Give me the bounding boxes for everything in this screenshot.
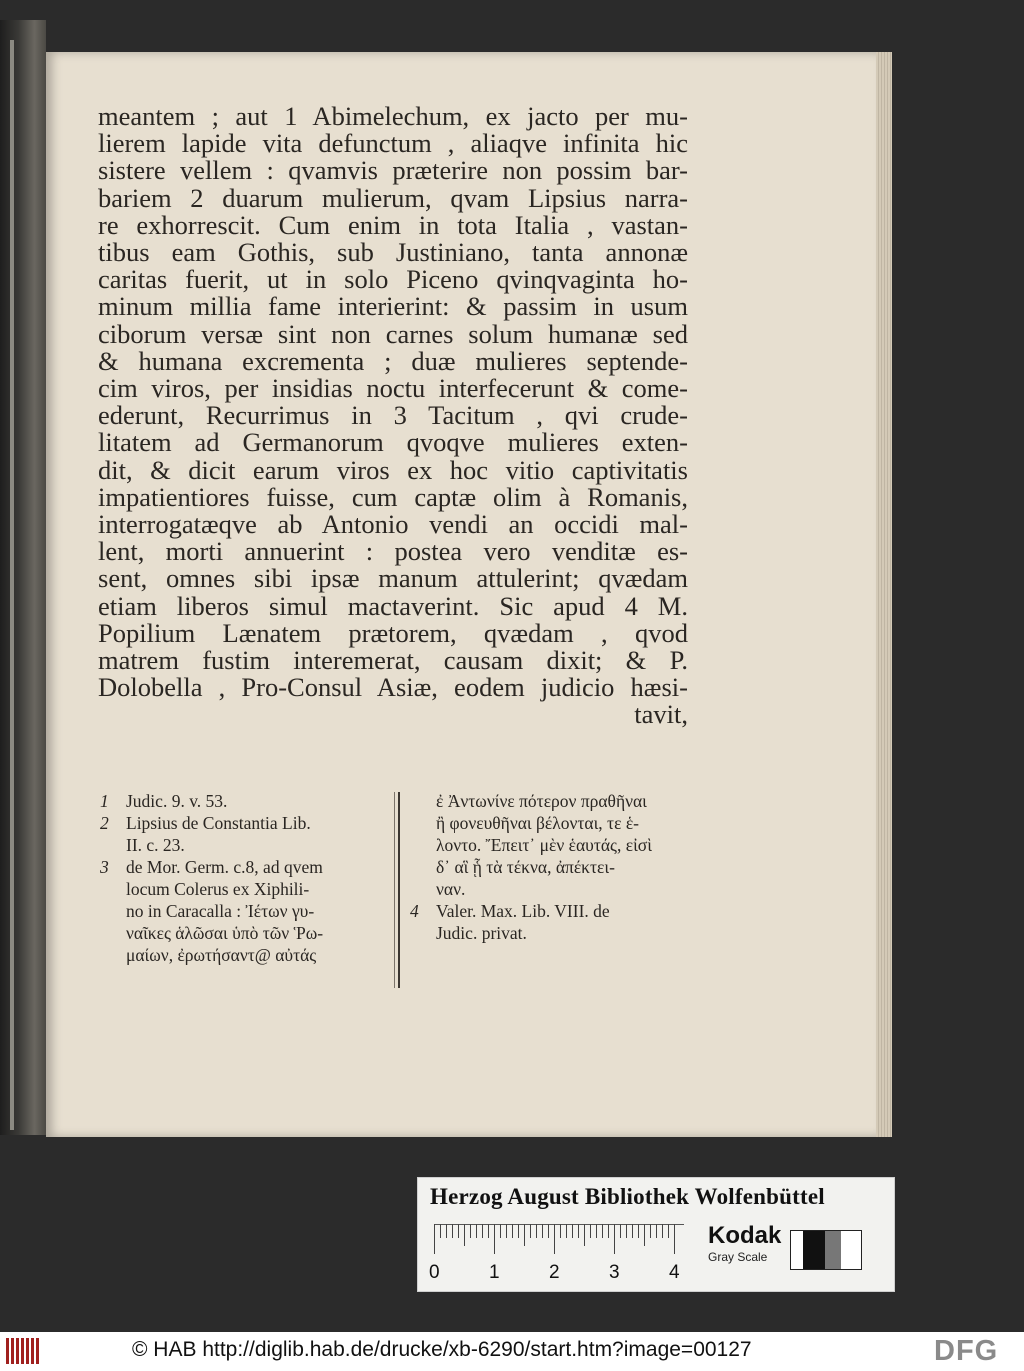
ruler-tick xyxy=(638,1224,639,1238)
footnote-line xyxy=(100,834,390,856)
kodak-brand: Kodak xyxy=(708,1222,782,1249)
footnote-text: de Mor. Germ. c.8, ad qvem xyxy=(126,857,323,877)
ruler-tick xyxy=(506,1224,507,1238)
ruler-tick xyxy=(548,1224,549,1238)
ruler-tick xyxy=(596,1224,597,1238)
ruler-tick xyxy=(542,1224,543,1238)
ruler-number: 3 xyxy=(609,1262,620,1283)
text-line: dit, & dicit earum viros ex hoc vitio captivitatis xyxy=(98,454,688,485)
ruler-tick xyxy=(620,1224,621,1238)
footnote-line xyxy=(410,878,706,900)
footnote-line xyxy=(410,922,706,944)
ruler-tick xyxy=(536,1224,537,1238)
footnote-line xyxy=(100,878,390,900)
footnote-text: λοντο. Ἔπειτ᾽ μὲν ἑαυτάς, εἰσὶ xyxy=(436,835,652,855)
ruler-tick xyxy=(578,1224,579,1238)
ruler-tick xyxy=(464,1224,465,1246)
ruler-tick xyxy=(488,1224,489,1238)
footnote-line xyxy=(100,812,390,834)
footnote-text: Judic. privat. xyxy=(436,923,527,943)
footnote-line xyxy=(410,834,706,856)
ruler-tick xyxy=(608,1224,609,1238)
footer-copyright-link[interactable]: © HAB http://diglib.hab.de/drucke/xb-6290/start.htm?image=00127 xyxy=(132,1338,752,1361)
ruler-tick xyxy=(566,1224,567,1238)
text-line: litatem ad Germanorum qvoqve mulieres exten- xyxy=(98,427,688,458)
footnote-line xyxy=(410,790,706,812)
ruler-tick xyxy=(614,1224,615,1254)
text-line: impatientiores fuisse, cum captæ olim à Romanis, xyxy=(98,481,688,512)
ruler-tick xyxy=(656,1224,657,1238)
text-line: bariem 2 duarum mulierum, qvam Lipsius narra- xyxy=(98,182,688,213)
ruler-tick xyxy=(674,1224,675,1254)
text-line: re exhorrescit. Cum enim in tota Italia , vastan- xyxy=(98,209,688,240)
footnote-divider-thin xyxy=(394,792,395,988)
ruler-number: 0 xyxy=(429,1262,440,1283)
ruler-tick xyxy=(626,1224,627,1238)
ruler-tick xyxy=(500,1224,501,1238)
footnotes-right-column xyxy=(410,790,706,944)
text-line: interrogatæqve ab Antonio vendi an occidi mal- xyxy=(98,509,688,540)
ruler-tick xyxy=(482,1224,483,1238)
ruler-tick xyxy=(446,1224,447,1238)
footnote-line xyxy=(100,944,390,966)
text-line: tibus eam Gothis, sub Justiniano, tanta annonæ xyxy=(98,237,688,268)
ruler-tick xyxy=(434,1224,435,1254)
footnote-text: II. c. 23. xyxy=(126,835,185,855)
ruler-tick xyxy=(458,1224,459,1238)
main-text xyxy=(98,103,688,729)
ruler-tick xyxy=(554,1224,555,1254)
footnote-text: locum Colerus ex Xiphili- xyxy=(126,879,310,899)
gray-scale-label: Gray Scale xyxy=(708,1250,768,1264)
text-line: sent, omnes sibi ipsæ manum attulerint; qvædam xyxy=(98,563,688,594)
footnote-number: 1 xyxy=(100,791,109,811)
page-stack-edges xyxy=(876,52,892,1137)
ruler-tick xyxy=(470,1224,471,1238)
ruler-scale xyxy=(429,1224,684,1283)
ruler-tick xyxy=(530,1224,531,1238)
ruler-tick xyxy=(476,1224,477,1238)
text-line: & humana excrementa ; duæ mulieres septende- xyxy=(98,345,688,376)
footnote-line xyxy=(410,812,706,834)
text-line: sistere vellem : qvamvis præterire non possim bar- xyxy=(98,155,688,186)
ruler-number: 4 xyxy=(669,1262,680,1283)
footnote-number: 2 xyxy=(100,813,109,833)
footnote-line xyxy=(410,900,706,922)
ruler-tick xyxy=(524,1224,525,1246)
text-line: Dolobella , Pro-Consul Asiæ, eodem judicio hæsi- xyxy=(98,672,688,703)
left-page-edge xyxy=(0,20,46,1135)
text-line: Popilium Lænatem prætorem, qvædam , qvod xyxy=(98,617,688,648)
text-line: minum millia fame interierint: & passim in usum xyxy=(98,291,688,322)
footnote-number: 4 xyxy=(410,901,419,921)
text-line: matrem fustim interemerat, causam dixit; & P. xyxy=(98,645,688,676)
ruler-tick xyxy=(494,1224,495,1254)
footnote-line xyxy=(100,922,390,944)
text-line: ederunt, Recurrimus in 3 Tacitum , qvi crude- xyxy=(98,400,688,431)
footnote-divider xyxy=(398,792,400,988)
footnote-text: Lipsius de Constantia Lib. xyxy=(126,813,311,833)
footnote-text: ἢ φονευθῆναι βέλονται, τε ἑ- xyxy=(436,813,639,833)
ruler-tick xyxy=(584,1224,585,1246)
gray-scale-chip xyxy=(790,1230,862,1270)
footer-bar xyxy=(0,1332,1024,1371)
ruler-tick xyxy=(602,1224,603,1238)
binding-edge xyxy=(10,40,14,1130)
ruler-tick xyxy=(572,1224,573,1238)
footnote-line xyxy=(100,900,390,922)
text-line: tavit, xyxy=(634,699,688,730)
ruler-tick xyxy=(668,1224,669,1238)
ruler-tick xyxy=(632,1224,633,1238)
text-line: cim viros, per insidias noctu interfecerunt & come- xyxy=(98,373,688,404)
ruler-tick xyxy=(452,1224,453,1238)
footnote-text: δ᾽ αἳ ᾗ τὰ τέκνα, ἀπέκτει- xyxy=(436,857,615,877)
footnote-text: μαίων, ἐρωτήσαντ@ αὐτάς xyxy=(126,945,317,965)
text-line: caritas fuerit, ut in solo Piceno qvinqvaginta ho- xyxy=(98,264,688,295)
hab-logo-icon xyxy=(6,1338,40,1364)
ruler-number: 1 xyxy=(489,1262,500,1283)
ruler-tick xyxy=(512,1224,513,1238)
footnote-text: no in Caracalla : Ἰέτων γυ- xyxy=(126,901,315,921)
footnote-text: ναν. xyxy=(436,879,466,899)
dfg-logo: DFG xyxy=(934,1335,999,1367)
text-line: meantem ; aut 1 Abimelechum, ex jacto per mu- xyxy=(98,101,688,131)
ruler-tick xyxy=(662,1224,663,1238)
footnote-text: Judic. 9. v. 53. xyxy=(126,791,228,811)
ruler-tick xyxy=(590,1224,591,1238)
ruler-tick xyxy=(518,1224,519,1238)
ruler-tick xyxy=(650,1224,651,1238)
text-line: etiam liberos simul mactaverint. Sic apud 4 M. xyxy=(98,590,688,621)
ruler-number: 2 xyxy=(549,1262,560,1283)
ruler-tick xyxy=(440,1224,441,1238)
footnote-line xyxy=(410,856,706,878)
ruler-tick xyxy=(644,1224,645,1246)
library-label-card xyxy=(417,1177,895,1292)
text-line: lent, morti annuerint : postea vero venditæ es- xyxy=(98,536,688,567)
footnote-text: ναῖκες ἁλῶσαι ὑπὸ τῶν Ῥω- xyxy=(126,923,324,943)
text-line: ciborum versæ sint non carnes solum humanæ sed xyxy=(98,318,688,349)
library-title: Herzog August Bibliothek Wolfenbüttel xyxy=(430,1184,825,1209)
footnotes-left-column xyxy=(100,790,390,966)
footnote-line xyxy=(100,856,390,878)
text-line: lierem lapide vita defunctum , aliaqve infinita hic xyxy=(98,128,688,159)
footnote-text: ἐ Ἀντωνίνε πότερον πραθῆναι xyxy=(436,791,647,811)
footnote-line xyxy=(100,790,390,812)
ruler-tick xyxy=(560,1224,561,1238)
footnote-number: 3 xyxy=(100,857,109,877)
footnote-text: Valer. Max. Lib. VIII. de xyxy=(436,901,610,921)
